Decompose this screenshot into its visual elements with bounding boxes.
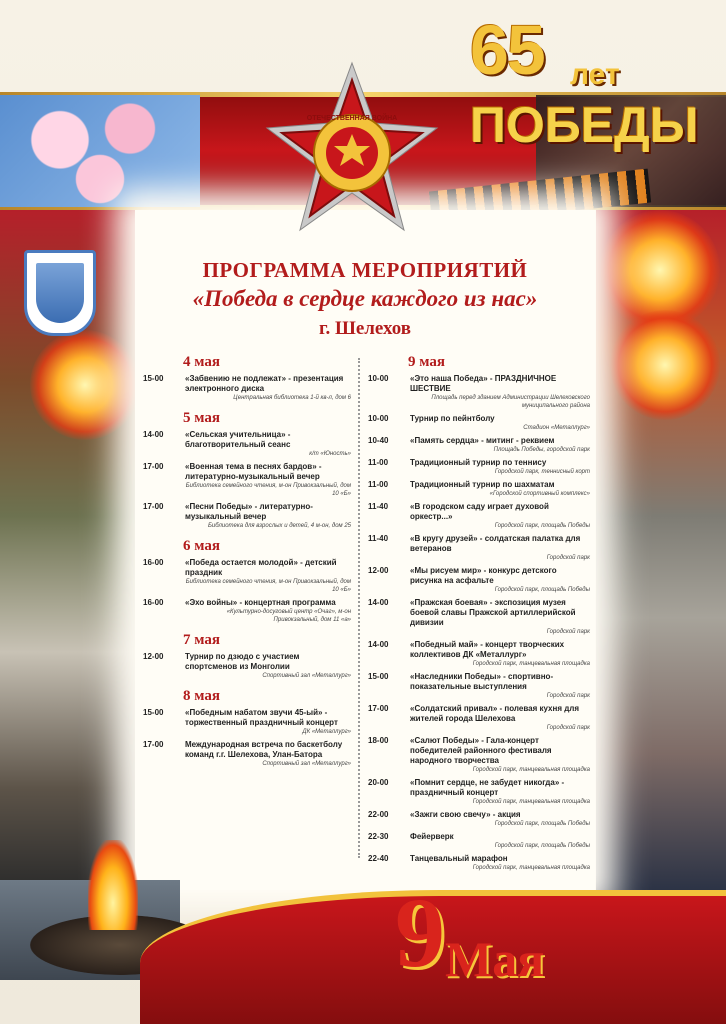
event-place: Библиотека семейного чтения, м-он Привокзальный, дом 10 «Б» — [185, 579, 351, 593]
event-item — [143, 740, 351, 768]
event-title: Традиционный турнир по шахматам — [410, 480, 555, 489]
event-time: 14-00 — [143, 430, 164, 439]
schedule-right-column — [368, 354, 590, 876]
event-title: «Солдатский привал» - полевая кухня для жителей города Шелехова — [410, 704, 580, 723]
event-place: Городской парк — [546, 555, 590, 561]
event-time: 12-00 — [143, 652, 164, 661]
event-time: 16-00 — [143, 598, 164, 607]
city-coat-of-arms — [24, 250, 96, 336]
event-time: 11-00 — [368, 458, 389, 467]
column-divider — [358, 358, 360, 858]
event-item — [143, 598, 351, 624]
event-place: Площадь перед зданием Администрации Шелеховского муниципального района — [431, 395, 590, 409]
event-place: Библиотека для взрослых и детей, 4 м-он, дом 25 — [207, 523, 351, 529]
event-item — [368, 414, 590, 432]
event-title: «Салют Победы» - Гала-концерт победителей районного фестиваля народного творчества — [410, 736, 552, 765]
event-place: к/т «Юность» — [309, 451, 351, 457]
event-place: Спортивный зал «Металлург» — [262, 673, 351, 679]
event-time: 22-40 — [368, 854, 389, 863]
header-65: 65 — [470, 11, 544, 89]
event-item — [143, 374, 351, 402]
event-time: 17-00 — [143, 740, 164, 749]
event-item — [368, 640, 590, 668]
program-subtitle: «Победа в сердце каждого из нас» — [192, 286, 538, 311]
event-time: 12-00 — [368, 566, 389, 575]
event-place: «Городской спортивный комплекс» — [489, 491, 590, 497]
event-item — [368, 704, 590, 732]
event-time: 18-00 — [368, 736, 389, 745]
event-place: Библиотека семейного чтения, м-он Привокзальный, дом 10 «Б» — [185, 483, 351, 497]
day-heading: 4 мая — [183, 354, 220, 370]
event-item — [368, 736, 590, 774]
footer-nine: 9 — [395, 877, 445, 988]
event-time: 15-00 — [143, 708, 164, 717]
event-place: Городской парк, площадь Победы — [494, 843, 590, 849]
event-place: Центральная библиотека 1-й кв-л, дом 6 — [233, 395, 351, 401]
event-time: 15-00 — [368, 672, 389, 681]
event-item — [143, 502, 351, 530]
day-heading: 7 мая — [183, 632, 220, 648]
event-title: Международная встреча по баскетболу команд г.г. Шелехова, Улан-Батора — [185, 740, 343, 759]
program-title: ПРОГРАММА МЕРОПРИЯТИЙ — [202, 258, 528, 282]
event-title: «Победный май» - концерт творческих коллективов ДК «Металлург» — [410, 640, 565, 659]
event-time: 15-00 — [143, 374, 164, 383]
event-place: Городской парк, площадь Победы — [494, 821, 590, 827]
event-title: «Сельская учительница» - благотворительный сеанс — [185, 430, 291, 449]
event-place: ДК «Металлург» — [302, 729, 351, 735]
event-item — [368, 458, 590, 476]
order-of-patriotic-war-icon — [262, 58, 442, 238]
event-title: «В городском саду играет духовой оркестр...» — [410, 502, 549, 521]
event-place: Городской парк, танцевальная площадка — [472, 865, 590, 871]
event-time: 17-00 — [368, 704, 389, 713]
event-title: «Эхо войны» - концертная программа — [185, 598, 336, 607]
header-pobedy: ПОБЕДЫ — [470, 97, 699, 153]
event-item — [368, 480, 590, 498]
event-time: 17-00 — [143, 462, 164, 471]
header-let: лет — [570, 58, 620, 91]
event-time: 14-00 — [368, 640, 389, 649]
event-place: Городской парк, танцевальная площадка — [472, 661, 590, 667]
event-time: 22-00 — [368, 810, 389, 819]
day-heading: 5 мая — [183, 410, 220, 426]
event-title: «Военная тема в песнях бардов» - литературно-музыкальный вечер — [185, 462, 322, 481]
event-item — [368, 436, 590, 454]
event-title: «Победным набатом звучи 45-ый» - торжественный праздничный концерт — [185, 708, 338, 727]
event-title: Фейерверк — [410, 832, 454, 841]
event-title: «Помнит сердце, не забудет никогда» - праздничный концерт — [410, 778, 565, 797]
event-time: 20-00 — [368, 778, 389, 787]
event-title: Турнир по дзюдо с участием спортсменов из Монголии — [185, 652, 300, 671]
event-title: «Это наша Победа» - ПРАЗДНИЧНОЕ ШЕСТВИЕ — [410, 374, 557, 393]
event-item — [143, 652, 351, 680]
event-place: Городской парк, танцевальная площадка — [472, 767, 590, 773]
event-time: 10-00 — [368, 374, 389, 383]
event-place: Городской парк, теннисный корт — [494, 469, 590, 475]
event-time: 10-40 — [368, 436, 389, 445]
event-item — [368, 832, 590, 850]
event-item — [368, 374, 590, 410]
day-heading: 9 мая — [408, 354, 445, 370]
event-place: Стадион «Металлург» — [523, 425, 590, 431]
order-text: ОТЕЧЕСТВЕННАЯ ВОЙНА — [306, 115, 398, 122]
eternal-flame-icon — [88, 840, 138, 930]
event-item — [143, 462, 351, 498]
event-item — [368, 566, 590, 594]
event-item — [368, 672, 590, 700]
event-place: Спортивный зал «Металлург» — [262, 761, 351, 767]
day-heading: 8 мая — [183, 688, 220, 704]
event-time: 17-00 — [143, 502, 164, 511]
event-item — [368, 598, 590, 636]
event-time: 22-30 — [368, 832, 389, 841]
event-item — [368, 854, 590, 872]
event-title: «В кругу друзей» - солдатская палатка для ветеранов — [410, 534, 581, 553]
event-place: Городской парк, танцевальная площадка — [472, 799, 590, 805]
event-title: «Пражская боевая» - экспозиция музея боевой славы Пражской артиллерийской дивизии — [410, 598, 576, 627]
event-place: «Культурно-досуговый центр «Очаг», м-он Привокзальный, дом 11 «а» — [226, 609, 351, 623]
event-title: «Мы рисуем мир» - конкурс детского рисунка на асфальте — [410, 566, 557, 585]
firework-right — [610, 310, 720, 420]
event-title: «Наследники Победы» - спортивно-показательные выступления — [410, 672, 554, 691]
event-title: «Память сердца» - митинг - реквием — [410, 436, 555, 445]
event-time: 10-00 — [368, 414, 389, 423]
event-time: 11-40 — [368, 502, 389, 511]
schedule-left-column — [143, 354, 351, 772]
event-time: 11-00 — [368, 480, 389, 489]
event-time: 16-00 — [143, 558, 164, 567]
event-item — [143, 558, 351, 594]
event-time: 11-40 — [368, 534, 389, 543]
event-place: Городской парк — [546, 693, 590, 699]
event-title: «Песни Победы» - литературно-музыкальный вечер — [185, 502, 313, 521]
blossom-photo — [0, 95, 200, 207]
event-item — [368, 502, 590, 530]
event-title: «Зажги свою свечу» - акция — [410, 810, 521, 819]
event-place: Городской парк, площадь Победы — [494, 523, 590, 529]
event-place: Городской парк, площадь Победы — [494, 587, 590, 593]
event-item — [368, 778, 590, 806]
event-title: Традиционный турнир по теннису — [410, 458, 547, 467]
firework-left — [30, 330, 140, 440]
day-heading: 6 мая — [183, 538, 220, 554]
event-title: «Победа остается молодой» - детский праздник — [185, 558, 337, 577]
event-item — [368, 534, 590, 562]
event-place: Городской парк — [546, 629, 590, 635]
event-title: «Забвению не подлежат» - презентация электронного диска — [185, 374, 344, 393]
event-item — [143, 430, 351, 458]
footer-maya: Мая — [445, 931, 545, 987]
event-place: Площадь Победы, городской парк — [493, 447, 590, 453]
event-place: Городской парк — [546, 725, 590, 731]
event-item — [143, 708, 351, 736]
event-title: Танцевальный марафон — [410, 854, 508, 863]
event-time: 14-00 — [368, 598, 389, 607]
program-city: г. Шелехов — [318, 318, 412, 339]
event-title: Турнир по пейнтболу — [410, 414, 495, 423]
event-item — [368, 810, 590, 828]
